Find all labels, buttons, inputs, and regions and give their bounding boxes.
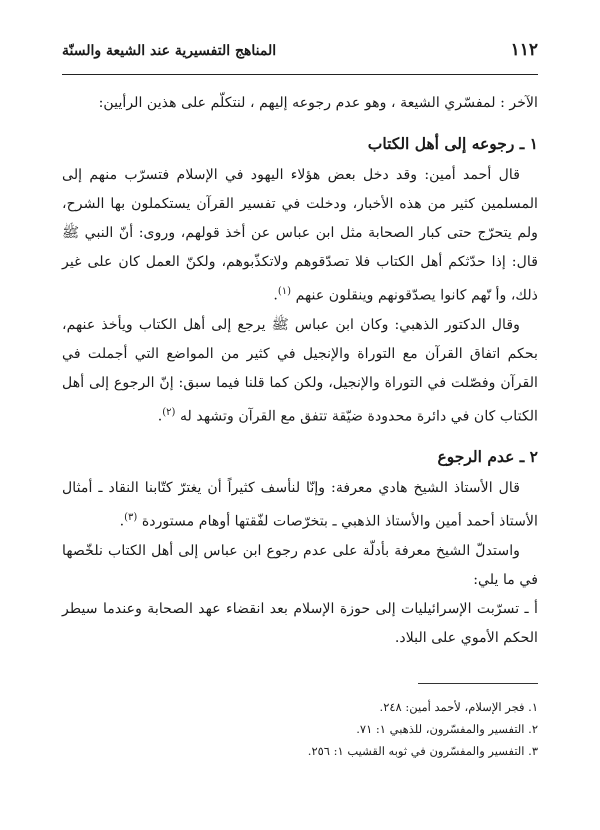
paragraph-dhahabi: وقال الدكتور الذهبي: وكان ابن عباس ﷺ يرجع إلى أهل الكتاب ويأخذ عنهم، بحكم اتفاق القرآن مع التوراة والإنجيل في كثير من المواضع التي أجملت في القرآن وفصّلت في التوراة والإنجيل، ولكن كما قلنا فيما سبق: إنّ الرجوع إلى أهل الكتاب كان في دائرة محدودة ضيّقة تتفق مع القرآن وتشهد له $^{(٢)}$. [62,316,538,425]
footnote-item: ٣. التفسير والمفسّرون في ثوبه القشيب ١: ٢٥٦. [307,744,538,759]
paragraph-point-a: أ ـ تسرّبت الإسرائيليات إلى حوزة الإسلام بعد انقضاء عهد الصحابة وعندما سيطر الحكم الأموي على البلاد. [62,601,538,647]
book-page [62,40,538,762]
section-heading-return: ١ ـ رجوعه إلى أهل الكتاب [367,134,538,153]
footnote-reference[interactable]: (١) [277,286,292,297]
paragraph-evidence-intro: واستدلّ الشيخ معرفة بأدلّة على عدم رجوع ابن عباس إلى أهل الكتاب نلخّصها في ما يلي: [62,543,538,589]
intro-paragraph: الآخر : لمفسّري الشيعة ، وهو عدم رجوعه إليهم ، لنتكلّم على هذين الرأيين: [98,95,538,111]
footnote-item: ١. فجر الإسلام، لأحمد أمين: ٢٤٨. [379,700,538,715]
paragraph-text: وقال الدكتور الذهبي: وكان ابن عباس ﷺ يرجع إلى أهل الكتاب ويأخذ عنهم، بحكم اتفاق القرآن مع التوراة والإنجيل في كثير من المواضع التي أجملت في القرآن وفصّلت في التوراة والإنجيل، ولكن كما قلنا فيما سبق: إنّ الرجوع إلى أهل الكتاب كان في دائرة محدودة ضيّقة تتفق مع القرآن وتشهد له [62,316,538,425]
footnote-reference[interactable]: (٢) [162,406,176,418]
paragraph-ahmad-amin: قال أحمد أمين: وقد دخل بعض هؤلاء اليهود في الإسلام فتسرّب منهم إلى المسلمين كثير من هذه الأخبار، ودخلت في تفسير القرآن يستكملون بها الشرح، ولم يتحرّج حتى كبار الصحابة مثل ابن عباس عن أخذ قولهم، وروى: أنّ النبي ﷺ قال: إذا حدّثكم أهل الكتاب فلا تصدّقوهم ولاتكذّبوهم، ولكنّ العمل كان على غير ذلك، وأ نّهم كانوا يصدّقونهم وينقلون عنهم $^{(١)}$. [62,167,538,304]
paragraph-marifa: قال الأستاذ الشيخ هادي معرفة: وإنّا لنأسف كثيراً أن يغترّ كتّابنا النقاد ـ أمثال الأستاذ أحمد أمين والأستاذ الذهبي ـ بتخرّصات لفّقتها أوهام مستوردة $^{(٣)}$. [62,480,538,531]
paragraph-text: قال أحمد أمين: وقد دخل بعض هؤلاء اليهود في الإسلام فتسرّب منهم إلى المسلمين كثير من هذه الأخبار، ودخلت في تفسير القرآن يستكملون بها الشرح، ولم يتحرّج حتى كبار الصحابة مثل ابن عباس عن أخذ قولهم، وروى: أنّ النبي ﷺ قال: إذا حدّثكم أهل الكتاب فلا تصدّقوهم ولاتكذّبوهم، ولكنّ العمل كان على غير ذلك، وأ نّهم كانوا يصدّقونهم وينقلون عنهم [62,167,538,304]
footnote-reference[interactable]: (٣) [124,512,138,524]
page-header [62,40,538,75]
page-number: ١١٢ [510,40,538,60]
footnote-divider [418,683,538,684]
footnote-item: ٢. التفسير والمفسّرون، للذهبي ١: ٧١. [356,722,538,737]
footnotes-section [62,673,538,762]
running-title: المناهج التفسيرية عند الشيعة والسنّة [62,43,277,59]
paragraph-text: قال الأستاذ الشيخ هادي معرفة: وإنّا لنأسف كثيراً أن يغترّ كتّابنا النقاد ـ أمثال الأستاذ أحمد أمين والأستاذ الذهبي ـ بتخرّصات لفّقتها أوهام مستوردة [62,480,538,531]
section-heading-no-return: ٢ ـ عدم الرجوع [437,447,538,467]
